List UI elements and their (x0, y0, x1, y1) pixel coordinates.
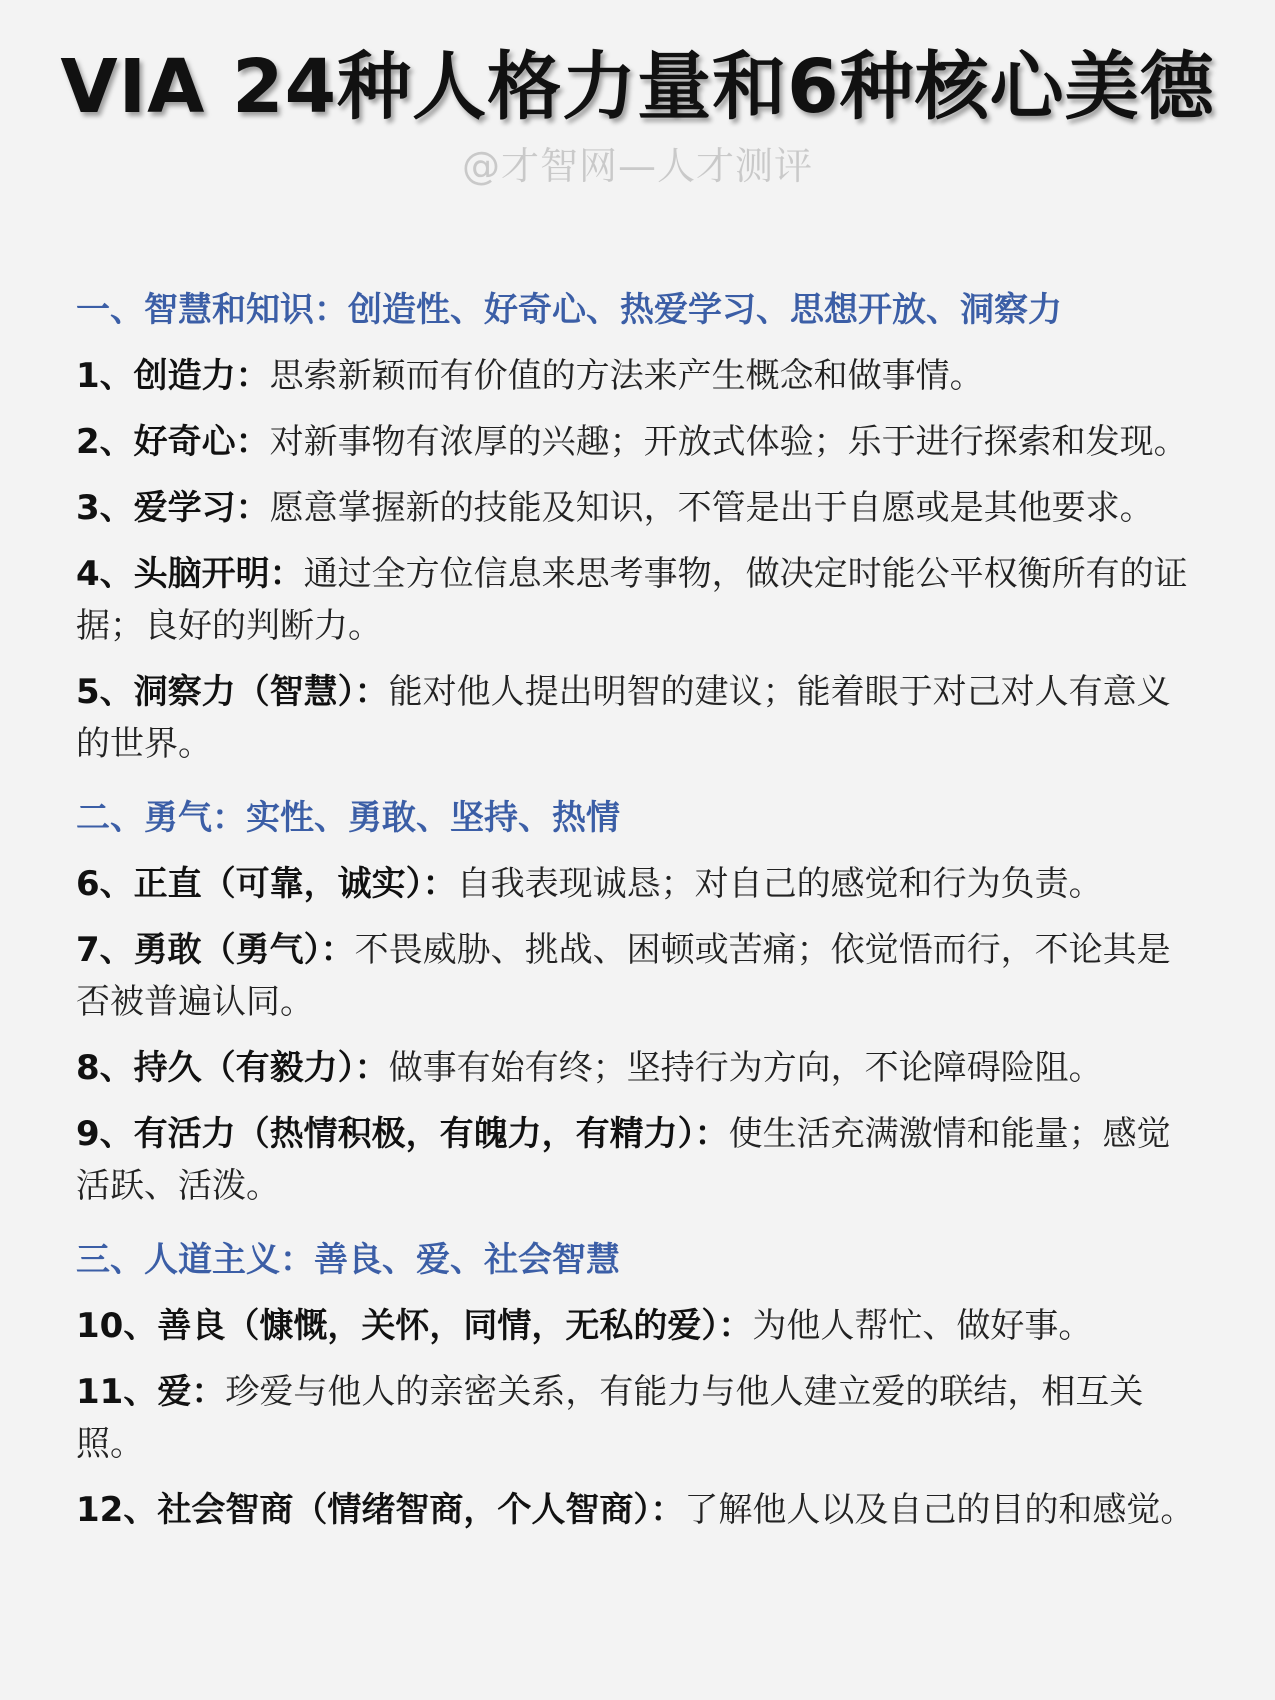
item-description: 使生活充满激情和能量；感觉活跃、活泼。 (76, 1114, 1171, 1206)
item-description: 思索新颖而有价值的方法来产生概念和做事情。 (269, 356, 984, 396)
list-item (76, 1108, 1196, 1212)
item-description: 做事有始有终；坚持行为方向，不论障碍险阻。 (388, 1048, 1103, 1088)
item-term: 6、正直（可靠，诚实）： (76, 864, 457, 904)
list-item (76, 1366, 1196, 1470)
watermark: @才智网—人才测评 (461, 144, 813, 188)
list-item (76, 924, 1196, 1028)
item-description: 了解他人以及自己的目的和感觉。 (684, 1490, 1195, 1530)
list-item (76, 1042, 1196, 1094)
item-description: 愿意掌握新的技能及知识，不管是出于自愿或是其他要求。 (269, 488, 1154, 528)
item-term: 12、社会智商（情绪智商，个人智商）： (76, 1490, 685, 1530)
list-item (76, 666, 1196, 770)
item-term: 4、头脑开明： (76, 554, 304, 594)
item-term: 3、爱学习： (76, 488, 270, 528)
list-item (76, 350, 1196, 402)
list-item (76, 416, 1196, 468)
item-description: 为他人帮忙、做好事。 (752, 1306, 1093, 1346)
page-title: VIA 24种人格力量和6种核心美德 (60, 44, 1215, 130)
section-heading-humanity: 三、人道主义：善良、爱、社会智慧 (76, 1240, 620, 1280)
item-term: 1、创造力： (76, 356, 270, 396)
item-description: 通过全方位信息来思考事物，做决定时能公平权衡所有的证据；良好的判断力。 (76, 554, 1188, 646)
item-description: 对新事物有浓厚的兴趣；开放式体验；乐于进行探索和发现。 (269, 422, 1188, 462)
item-term: 2、好奇心： (76, 422, 270, 462)
item-description: 能对他人提出明智的建议；能着眼于对己对人有意义的世界。 (76, 672, 1171, 764)
list-item (76, 1484, 1196, 1536)
list-item (76, 858, 1196, 910)
item-term: 8、持久（有毅力）： (76, 1048, 389, 1088)
list-item (76, 482, 1196, 534)
list-item (76, 1300, 1196, 1352)
list-item (76, 548, 1196, 652)
section-heading-courage: 二、勇气：实性、勇敢、坚持、热情 (76, 798, 620, 838)
section-heading-wisdom: 一、智慧和知识：创造性、好奇心、热爱学习、思想开放、洞察力 (76, 290, 1062, 330)
item-description: 自我表现诚恳；对自己的感觉和行为负责。 (456, 864, 1103, 904)
item-term: 7、勇敢（勇气）： (76, 930, 355, 970)
item-description: 不畏威胁、挑战、困顿或苦痛；依觉悟而行，不论其是否被普遍认同。 (76, 930, 1171, 1022)
item-term: 9、有活力（热情积极，有魄力，有精力）： (76, 1114, 729, 1154)
item-term: 5、洞察力（智慧）： (76, 672, 389, 712)
document-body (76, 284, 1226, 1550)
item-term: 10、善良（慷慨，关怀，同情，无私的爱）： (76, 1306, 753, 1346)
item-term: 11、爱： (76, 1372, 226, 1412)
item-description: 珍爱与他人的亲密关系，有能力与他人建立爱的联结，相互关照。 (76, 1372, 1144, 1464)
